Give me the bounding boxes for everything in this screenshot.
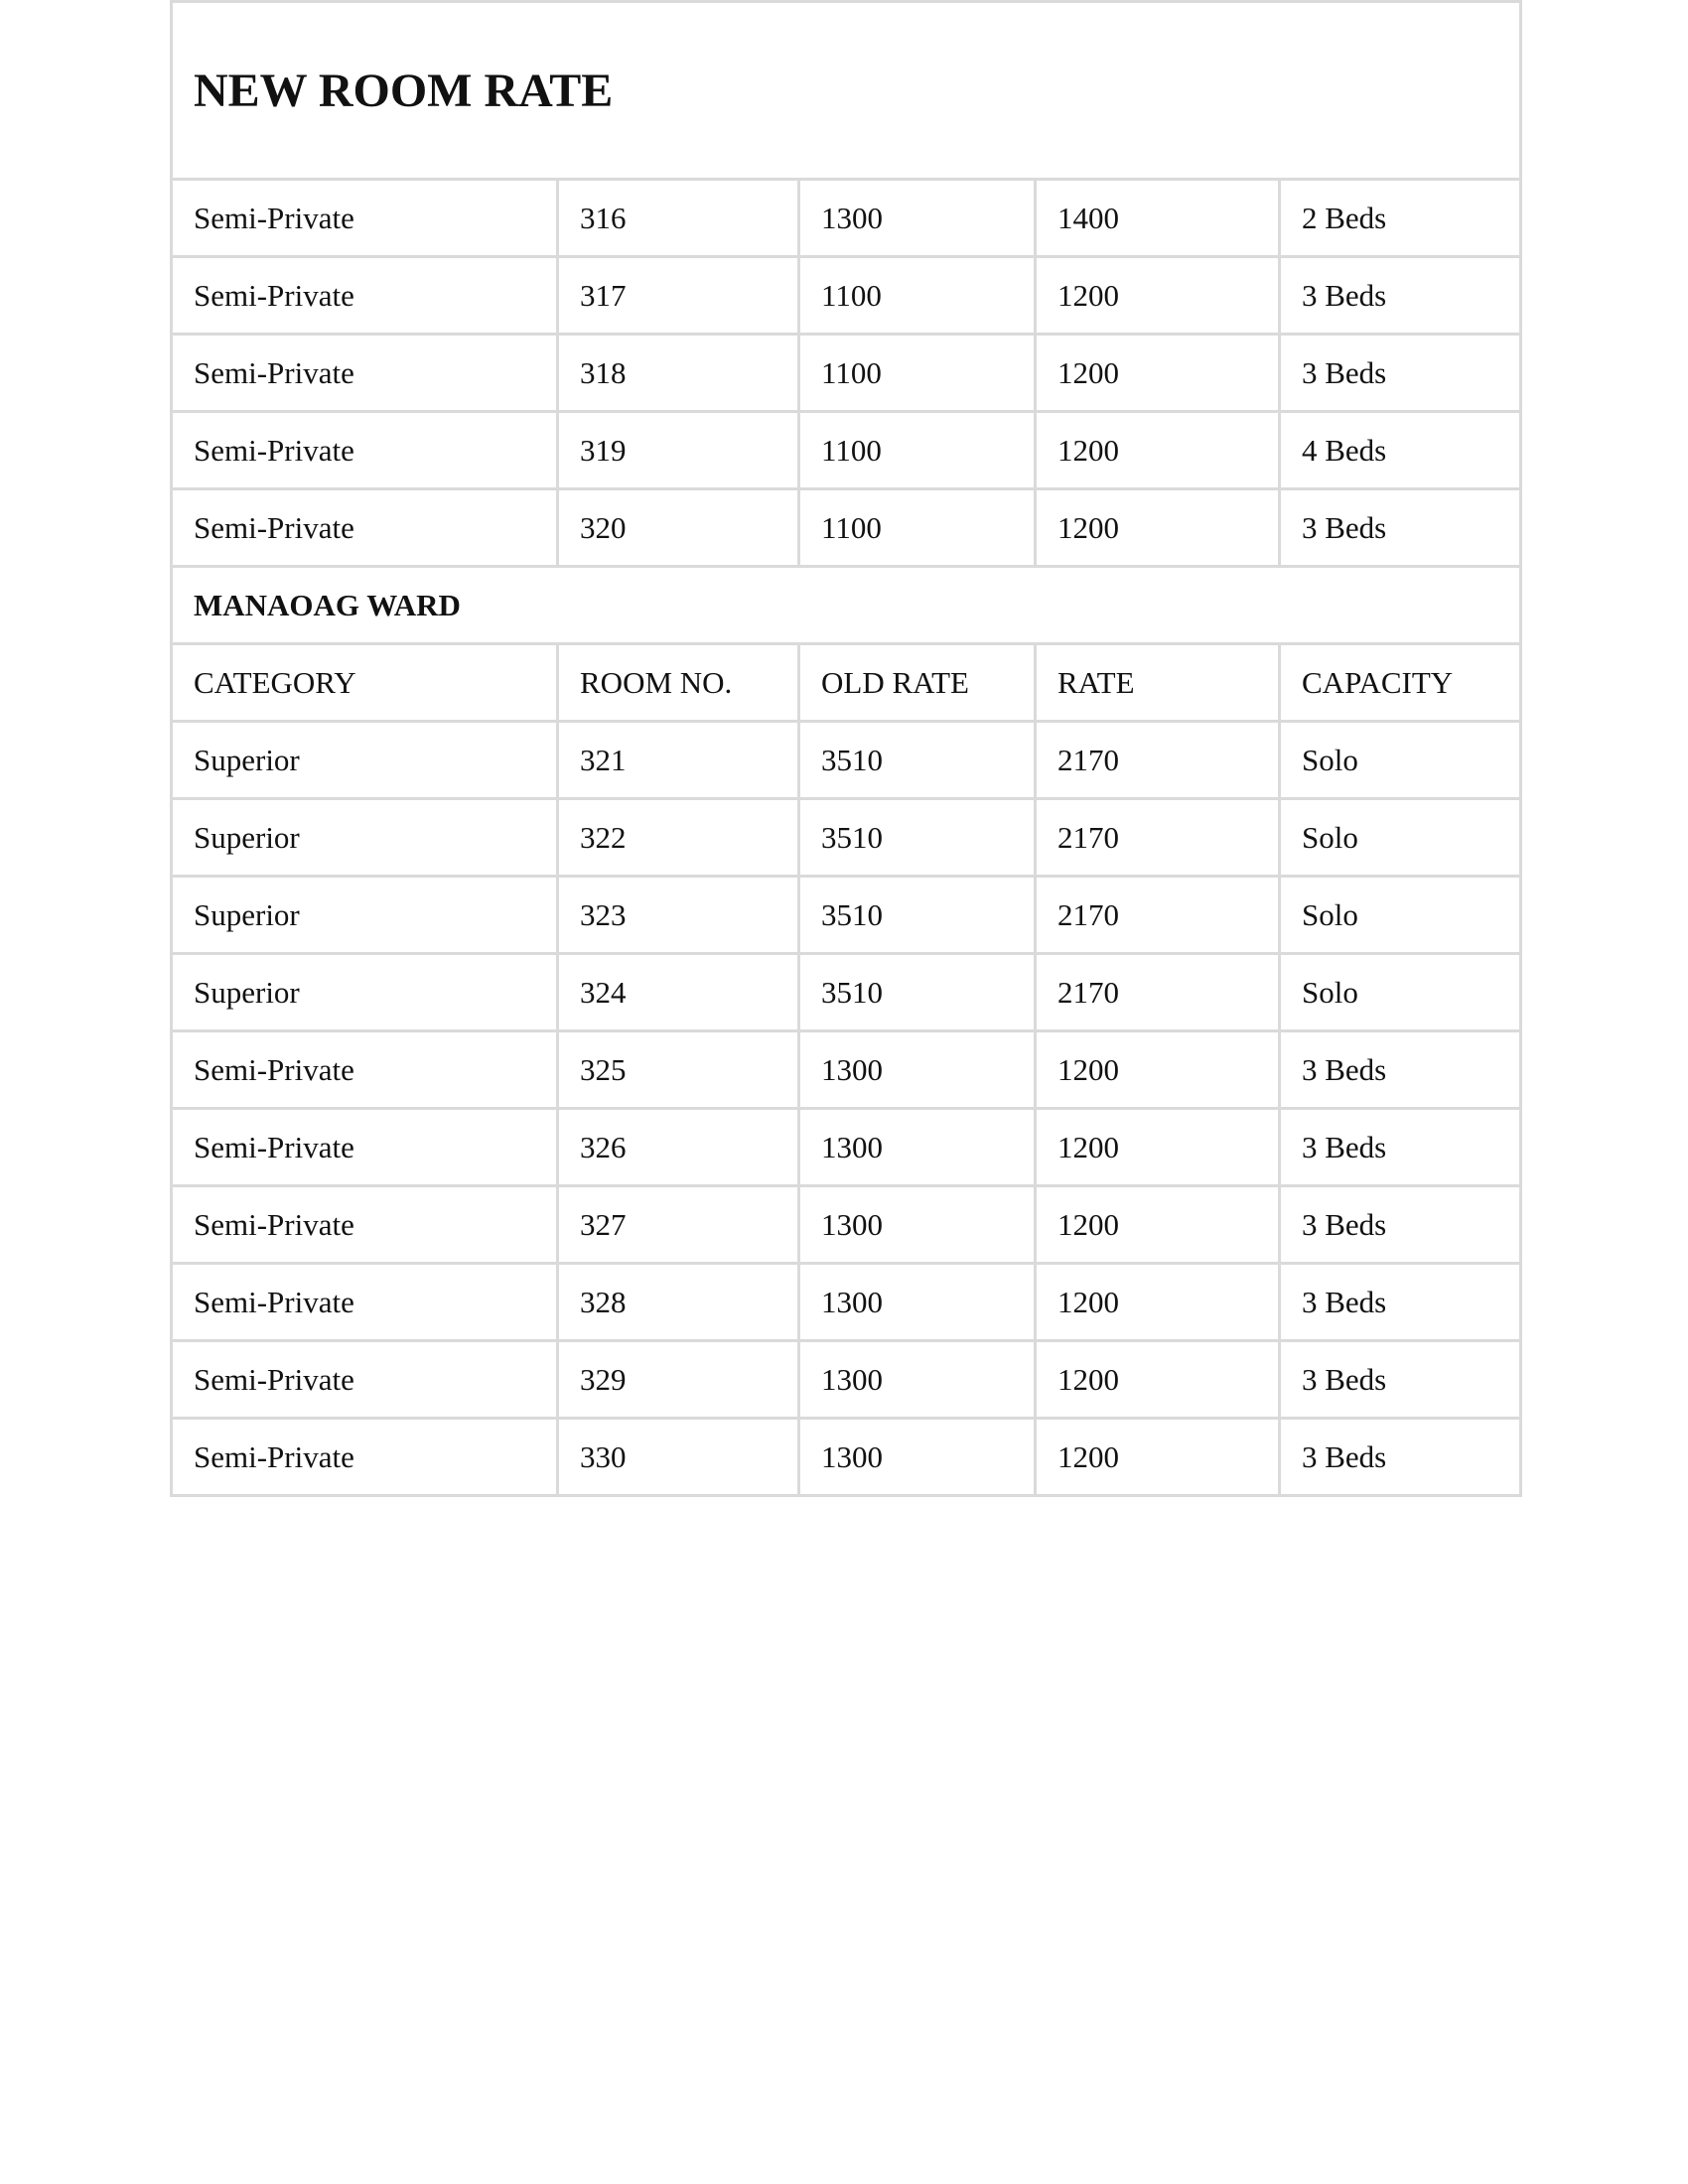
cell-rate: 1200 [1036, 489, 1280, 567]
cell-rate: 1200 [1036, 1264, 1280, 1341]
cell-category: Superior [172, 877, 558, 954]
cell-room-no: 323 [558, 877, 799, 954]
cell-capacity: 3 Beds [1280, 489, 1521, 567]
cell-category: Superior [172, 799, 558, 877]
cell-category: CATEGORY [172, 644, 558, 722]
cell-category: Semi-Private [172, 489, 558, 567]
cell-rate: 1200 [1036, 1341, 1280, 1419]
table-row [172, 722, 1521, 799]
cell-rate: 1200 [1036, 1109, 1280, 1186]
cell-rate: 2170 [1036, 722, 1280, 799]
table-row [172, 954, 1521, 1031]
table-row [172, 489, 1521, 567]
cell-old-rate: 3510 [799, 799, 1036, 877]
cell-room-no: 317 [558, 257, 799, 335]
table-row [172, 1264, 1521, 1341]
table-row [172, 412, 1521, 489]
cell-room-no: 316 [558, 180, 799, 257]
cell-rate: 1200 [1036, 1419, 1280, 1496]
cell-room-no: 320 [558, 489, 799, 567]
cell-capacity: 2 Beds [1280, 180, 1521, 257]
cell-capacity: Solo [1280, 722, 1521, 799]
cell-category: Semi-Private [172, 1109, 558, 1186]
cell-capacity: Solo [1280, 799, 1521, 877]
table-row [172, 877, 1521, 954]
cell-capacity: 4 Beds [1280, 412, 1521, 489]
cell-capacity: 3 Beds [1280, 335, 1521, 412]
room-rate-table-body [172, 2, 1521, 1496]
cell-old-rate: OLD RATE [799, 644, 1036, 722]
cell-rate: 2170 [1036, 954, 1280, 1031]
cell-category: Semi-Private [172, 1031, 558, 1109]
cell-room-no: 327 [558, 1186, 799, 1264]
cell-capacity: Solo [1280, 954, 1521, 1031]
cell-category: Semi-Private [172, 1264, 558, 1341]
cell-capacity: 3 Beds [1280, 1109, 1521, 1186]
cell-room-no: ROOM NO. [558, 644, 799, 722]
cell-old-rate: 3510 [799, 954, 1036, 1031]
cell-category: Semi-Private [172, 180, 558, 257]
cell-room-no: 325 [558, 1031, 799, 1109]
section-title: MANAOAG WARD [172, 567, 1521, 644]
cell-old-rate: 3510 [799, 877, 1036, 954]
cell-old-rate: 1300 [799, 1109, 1036, 1186]
table-row [172, 1031, 1521, 1109]
cell-old-rate: 3510 [799, 722, 1036, 799]
table-row [172, 799, 1521, 877]
cell-rate: RATE [1036, 644, 1280, 722]
cell-room-no: 328 [558, 1264, 799, 1341]
table-row [172, 1186, 1521, 1264]
cell-old-rate: 1300 [799, 1186, 1036, 1264]
cell-category: Superior [172, 722, 558, 799]
cell-room-no: 324 [558, 954, 799, 1031]
table-row [172, 180, 1521, 257]
cell-category: Semi-Private [172, 335, 558, 412]
table-row [172, 1419, 1521, 1496]
cell-room-no: 326 [558, 1109, 799, 1186]
cell-old-rate: 1100 [799, 257, 1036, 335]
cell-rate: 2170 [1036, 877, 1280, 954]
cell-old-rate: 1100 [799, 412, 1036, 489]
cell-old-rate: 1300 [799, 1419, 1036, 1496]
table-row [172, 257, 1521, 335]
section-row [172, 567, 1521, 644]
cell-category: Semi-Private [172, 257, 558, 335]
table-row [172, 1341, 1521, 1419]
cell-old-rate: 1300 [799, 1341, 1036, 1419]
room-rate-table [170, 0, 1522, 1497]
cell-room-no: 322 [558, 799, 799, 877]
cell-capacity: 3 Beds [1280, 1031, 1521, 1109]
cell-rate: 1200 [1036, 335, 1280, 412]
cell-rate: 1200 [1036, 1186, 1280, 1264]
cell-old-rate: 1300 [799, 180, 1036, 257]
cell-capacity: 3 Beds [1280, 1186, 1521, 1264]
cell-room-no: 321 [558, 722, 799, 799]
page-title: NEW ROOM RATE [172, 2, 1521, 180]
cell-old-rate: 1100 [799, 335, 1036, 412]
cell-room-no: 329 [558, 1341, 799, 1419]
cell-category: Semi-Private [172, 1186, 558, 1264]
cell-rate: 2170 [1036, 799, 1280, 877]
title-row [172, 2, 1521, 180]
column-header-row [172, 644, 1521, 722]
cell-room-no: 330 [558, 1419, 799, 1496]
cell-category: Semi-Private [172, 1419, 558, 1496]
cell-capacity: 3 Beds [1280, 1264, 1521, 1341]
cell-capacity: 3 Beds [1280, 257, 1521, 335]
cell-capacity: 3 Beds [1280, 1419, 1521, 1496]
cell-capacity: Solo [1280, 877, 1521, 954]
cell-capacity: 3 Beds [1280, 1341, 1521, 1419]
cell-room-no: 318 [558, 335, 799, 412]
cell-rate: 1200 [1036, 412, 1280, 489]
cell-rate: 1200 [1036, 257, 1280, 335]
cell-old-rate: 1300 [799, 1031, 1036, 1109]
cell-rate: 1200 [1036, 1031, 1280, 1109]
cell-category: Semi-Private [172, 412, 558, 489]
cell-capacity: CAPACITY [1280, 644, 1521, 722]
cell-category: Superior [172, 954, 558, 1031]
cell-room-no: 319 [558, 412, 799, 489]
cell-old-rate: 1100 [799, 489, 1036, 567]
cell-old-rate: 1300 [799, 1264, 1036, 1341]
cell-category: Semi-Private [172, 1341, 558, 1419]
table-row [172, 335, 1521, 412]
cell-rate: 1400 [1036, 180, 1280, 257]
table-row [172, 1109, 1521, 1186]
